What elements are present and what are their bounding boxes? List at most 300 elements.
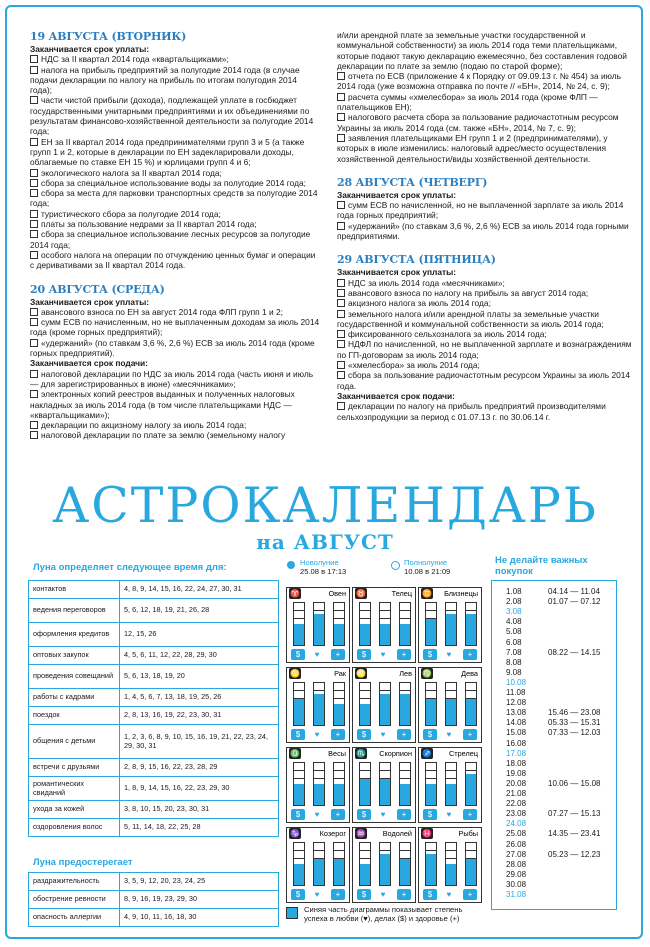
zodiac-header	[287, 668, 349, 680]
row-days: 4, 5, 6, 11, 12, 22, 28, 29, 30	[120, 647, 279, 665]
item-text: и/или арендной плате за земельные участки государственной и коммунальной собственности) за июль 2014 года теми плательщиками, которые подают такую декларацию ежемесячно, без составления годовой декларации по плате за землю (подаю по старой форме);	[337, 30, 627, 71]
checkbox-icon	[30, 220, 38, 228]
health-icon: +	[331, 649, 345, 660]
row-label: оздоровления волос	[29, 819, 120, 837]
zodiac-name: Телец	[391, 589, 412, 598]
subheading: Заканчивается срок уплаты:	[30, 296, 150, 307]
zodiac-sign-icon: ♒	[356, 829, 366, 838]
checkbox-icon	[337, 330, 345, 338]
item-text: сумм ЕСВ по начисленным, но не выплаченным доходам за июль 2014 года (кроме горных предприятий);	[30, 317, 320, 338]
success-bar	[333, 682, 345, 726]
purchase-date: 26.08	[506, 839, 527, 849]
checkbox-icon	[337, 289, 345, 297]
zodiac-icons	[357, 649, 413, 661]
zodiac-icons	[423, 889, 479, 901]
item-text: авансового взноса по налогу на прибыль за август 2014 года;	[348, 287, 589, 298]
list-item	[30, 95, 320, 136]
subheading: Заканчивается срок уплаты:	[337, 189, 457, 200]
zodiac-bars	[291, 682, 347, 726]
purchase-date: 8.08	[506, 657, 522, 667]
money-icon: $	[423, 889, 437, 900]
list-item	[337, 329, 632, 339]
row-days: 4, 9, 10, 11, 16, 18, 30	[120, 909, 279, 927]
purchase-date: 5.08	[506, 627, 522, 637]
table-row	[29, 759, 279, 777]
success-bar	[293, 682, 305, 726]
zodiac-name: Рак	[334, 669, 346, 678]
list-item	[30, 168, 320, 178]
purchase-date: 22.08	[506, 799, 527, 809]
checkbox-icon	[337, 113, 345, 121]
success-bar-fill	[380, 624, 390, 645]
success-bar-fill	[466, 614, 476, 646]
success-bar-fill	[380, 779, 390, 805]
row-days: 4, 8, 9, 14, 15, 16, 22, 24, 27, 30, 31	[120, 581, 279, 599]
purchase-time-range: 15.46 — 23.08	[548, 708, 601, 718]
zodiac-icons	[291, 889, 347, 901]
love-icon: ♥	[380, 650, 386, 659]
subheading: Заканчивается срок подачи:	[337, 390, 455, 401]
item-text: авансового взноса по ЕН за август 2014 года ФЛП групп 1 и 2;	[41, 306, 283, 317]
list-item	[337, 112, 632, 133]
item-text: земельного налога и/или арендной платы за земельные участки государственной и коммунальной собственности за июль 2014 года;	[337, 308, 604, 329]
zodiac-name: Близнецы	[444, 589, 478, 598]
zodiac-sign-icon: ♏	[356, 749, 366, 758]
love-icon: ♥	[380, 890, 386, 899]
list-item	[337, 133, 632, 164]
list-item	[30, 188, 320, 209]
zodiac-name: Дева	[461, 669, 478, 678]
success-bar-fill	[446, 699, 456, 725]
purchase-time-range: 04.14 — 11.04	[548, 587, 600, 596]
purchase-date: 12.08	[506, 698, 527, 708]
success-bar-fill	[380, 694, 390, 726]
checkbox-icon	[30, 318, 38, 326]
zodiac-header	[353, 748, 415, 760]
success-bar-fill	[380, 854, 390, 886]
love-icon: ♥	[380, 810, 386, 819]
continued-items	[337, 30, 632, 164]
success-bar-fill	[400, 784, 410, 805]
full-moon-label: Полнолуние	[404, 558, 448, 567]
success-bar-fill	[294, 624, 304, 645]
astrocalendar-title: АСТРОКАЛЕНДАРЬ	[52, 477, 598, 534]
table-row	[29, 819, 279, 837]
success-bar	[359, 602, 371, 646]
item-text: «удержаний» (по ставкам 3,6 %, 2,6 %) ЕСВ за июль 2014 года горными предприятиями.	[337, 220, 629, 242]
list-item	[30, 209, 320, 219]
list-item	[30, 137, 320, 168]
item-text: туристического сбора за полугодие 2014 года;	[41, 208, 221, 219]
zodiac-bars	[291, 762, 347, 806]
zodiac-header	[353, 828, 415, 840]
zodiac-cell	[418, 587, 482, 663]
row-days: 2, 8, 9, 15, 16, 22, 23, 28, 29	[120, 759, 279, 777]
zodiac-header	[353, 668, 415, 680]
table-row	[29, 873, 279, 891]
love-icon: ♥	[314, 890, 320, 899]
checkbox-icon	[337, 93, 345, 101]
day-heading: 19 АВГУСТА (ВТОРНИК)	[30, 30, 187, 43]
list-item	[337, 298, 632, 308]
success-bar-fill	[446, 614, 456, 646]
money-icon: $	[291, 649, 305, 660]
checkbox-icon	[337, 134, 345, 142]
money-icon: $	[357, 809, 371, 820]
success-bar	[399, 682, 411, 726]
money-icon: $	[291, 809, 305, 820]
zodiac-icons	[291, 729, 347, 741]
row-days: 12, 15, 26	[120, 623, 279, 647]
purchase-time-range: 05.23 — 12.23	[548, 849, 601, 859]
checkbox-icon	[30, 179, 38, 187]
zodiac-cell	[352, 827, 416, 903]
zodiac-sign-icon: ♓	[422, 829, 432, 838]
success-bar	[399, 842, 411, 886]
zodiac-header	[287, 588, 349, 600]
item-text: НДС за II квартал 2014 года «квартальщиками»;	[41, 54, 229, 65]
success-bar	[425, 682, 437, 726]
success-bar	[333, 602, 345, 646]
purchase-date: 29.08	[506, 869, 527, 879]
table-row	[29, 909, 279, 927]
row-label: романтических свиданий	[29, 777, 120, 801]
zodiac-cell	[352, 667, 416, 743]
success-bar	[465, 602, 477, 646]
success-bar	[293, 762, 305, 806]
checkbox-icon	[337, 222, 345, 230]
purchase-date: 2.08	[506, 597, 522, 607]
table-row	[29, 707, 279, 725]
row-label: проведения совещаний	[29, 665, 120, 689]
no-purchases-title: Не делайте важных покупок	[495, 555, 588, 577]
row-label: контактов	[29, 581, 120, 599]
success-bar	[293, 842, 305, 886]
row-label: обострение ревности	[29, 891, 120, 909]
checkbox-icon	[30, 370, 38, 378]
zodiac-bars	[357, 682, 413, 726]
zodiac-bars	[291, 842, 347, 886]
list-item	[337, 288, 632, 298]
zodiac-cell	[352, 587, 416, 663]
money-icon: $	[357, 889, 371, 900]
purchase-time-range: 05.33 — 15.31	[548, 718, 601, 728]
item-text: фиксированного сельхозналога за июль 2014 года;	[348, 329, 547, 340]
subheading: Заканчивается срок уплаты:	[337, 267, 457, 278]
money-icon: $	[291, 889, 305, 900]
love-icon: ♥	[446, 890, 452, 899]
row-label: оптовых закупок	[29, 647, 120, 665]
success-bar-fill	[360, 704, 370, 725]
success-bar	[445, 842, 457, 886]
zodiac-cell	[286, 747, 350, 823]
checkbox-icon	[30, 339, 38, 347]
item-text: сбора за пользование радиочастотным ресурсом Украины за июль 2014 года.	[337, 370, 631, 391]
success-bar	[293, 602, 305, 646]
table-row	[29, 725, 279, 759]
list-item	[337, 221, 632, 242]
new-moon-icon	[287, 561, 295, 569]
success-bar-fill	[334, 859, 344, 885]
item-text: расчета суммы «хмелесбора» за июль 2014 года (кроме ФЛП — плательщиков ЕН);	[337, 91, 598, 113]
moon-warns-table	[28, 872, 279, 927]
zodiac-icons	[423, 729, 479, 741]
purchase-date: 25.08	[506, 829, 527, 839]
health-icon: +	[463, 809, 477, 820]
table-row	[29, 665, 279, 689]
purchase-date: 30.08	[506, 879, 527, 889]
item-text: экологического налога за II квартал 2014 года;	[41, 167, 222, 178]
item-text: отчета по ЕСВ (приложение 4 к Порядку от 09.09.13 г. № 454) за июль 2014 года (уже возможна отправка по почте // «БН», 2014, № 24, с. 9);	[337, 71, 622, 92]
zodiac-cell	[418, 747, 482, 823]
success-bar-fill	[466, 859, 476, 885]
item-text: налогового расчета сбора за пользование радиочастотным ресурсом Украины за июль 2014 года (см. также «БН», 2014, № 7, с. 9);	[337, 112, 619, 133]
success-bar-fill	[400, 624, 410, 645]
purchase-date: 13.08	[506, 708, 527, 718]
day-heading: 28 АВГУСТА (ЧЕТВЕРГ)	[337, 175, 488, 189]
list-item	[337, 360, 632, 370]
checkbox-icon	[337, 340, 345, 348]
success-bar	[425, 842, 437, 886]
item-text: особого налога на операции по отчуждению ценных бумаг и операции с деривативами за II квартал 2014 года.	[30, 249, 316, 271]
success-bar-fill	[334, 784, 344, 805]
success-bar-fill	[446, 784, 456, 805]
zodiac-bars	[423, 682, 479, 726]
zodiac-header	[287, 828, 349, 840]
zodiac-bars	[423, 762, 479, 806]
item-text: налоговой декларации по плате за землю (земельному налогу	[41, 430, 286, 441]
purchase-date: 9.08	[506, 667, 522, 677]
success-bar-fill	[400, 859, 410, 885]
success-bar	[425, 762, 437, 806]
item-text: НДФЛ по начисленной, но не выплаченной зарплате и вознаграждениям по ГП-договорам за июль 2014 года;	[337, 339, 632, 360]
zodiac-sign-icon: ♈	[290, 589, 300, 598]
love-icon: ♥	[314, 730, 320, 739]
zodiac-name: Овен	[328, 589, 346, 598]
love-icon: ♥	[314, 650, 320, 659]
purchase-date: 31.08	[506, 890, 527, 899]
purchase-time-range: 07.33 — 12.03	[548, 728, 601, 738]
list-item	[337, 30, 632, 71]
legend-swatch	[286, 907, 298, 919]
item-text: заявления плательщиками ЕН групп 1 и 2 (предпринимателями), у которых в июле изменились: налоговый адрес/место осуществления хозяйственной деятельности/виды хозяйственной деятельности.	[337, 132, 608, 164]
love-icon: ♥	[314, 810, 320, 819]
zodiac-sign-icon: ♌	[356, 669, 366, 678]
love-icon: ♥	[446, 730, 452, 739]
purchase-date: 11.08	[506, 688, 526, 697]
legend-text: Синяя часть диаграммы показывает степень успеха в любви (♥), делах ($) и здоровье (+)	[304, 905, 463, 924]
new-moon	[300, 558, 346, 576]
zodiac-bars	[357, 602, 413, 646]
success-bar-fill	[314, 784, 324, 805]
list-item	[337, 370, 632, 391]
item-text: электронных копий реестров выданных и полученных налоговых накладных за июль 2014 года (в том числе плательщиками НДС — «квартальщиками»);	[30, 389, 295, 420]
zodiac-header	[419, 588, 481, 600]
list-item	[30, 219, 320, 229]
checkbox-icon	[30, 210, 38, 218]
checkbox-icon	[337, 279, 345, 287]
success-bar-fill	[294, 864, 304, 885]
list-item	[337, 71, 632, 92]
checkbox-icon	[337, 299, 345, 307]
zodiac-icons	[357, 809, 413, 821]
health-icon: +	[397, 729, 411, 740]
purchase-date: 19.08	[506, 768, 527, 778]
success-bar-fill	[446, 864, 456, 885]
purchase-date: 21.08	[506, 789, 527, 798]
success-bar-fill	[426, 854, 436, 886]
love-icon: ♥	[446, 650, 452, 659]
success-bar-fill	[426, 699, 436, 725]
checkbox-icon	[30, 66, 38, 74]
success-bar	[445, 682, 457, 726]
zodiac-cell	[286, 667, 350, 743]
new-moon-label: Новолуние	[300, 558, 339, 567]
success-bar-fill	[314, 614, 324, 646]
table-row	[29, 581, 279, 599]
row-label: поездок	[29, 707, 120, 725]
health-icon: +	[463, 889, 477, 900]
zodiac-cell	[286, 827, 350, 903]
zodiac-name: Рыбы	[458, 829, 478, 838]
day-heading: 29 АВГУСТА (ПЯТНИЦА)	[337, 253, 496, 267]
purchase-date: 23.08	[506, 809, 527, 819]
moon-warns-title: Луна предостерегает	[33, 857, 133, 868]
list-item	[30, 307, 320, 317]
tax-calendar-right-column	[337, 30, 632, 422]
table-row	[29, 801, 279, 819]
success-bar	[333, 762, 345, 806]
zodiac-header	[419, 748, 481, 760]
purchase-date: 4.08	[506, 617, 522, 627]
health-icon: +	[331, 889, 345, 900]
zodiac-name: Стрелец	[449, 749, 478, 758]
moon-defines-title: Луна определяет следующее время для:	[33, 562, 227, 573]
full-moon-icon	[391, 561, 400, 570]
purchase-date: 16.08	[506, 738, 527, 748]
purchase-date: 24.08	[506, 819, 527, 829]
row-days: 1, 2, 3, 6, 8, 9, 10, 15, 16, 19, 21, 22, 23, 24, 29, 30, 31	[120, 725, 279, 759]
row-days: 2, 8, 13, 16, 19, 22, 23, 30, 31	[120, 707, 279, 725]
row-days: 1, 4, 5, 6, 7, 13, 18, 19, 25, 26	[120, 689, 279, 707]
money-icon: $	[423, 729, 437, 740]
row-label: встречи с друзьями	[29, 759, 120, 777]
success-bar	[359, 682, 371, 726]
zodiac-name: Весы	[328, 749, 346, 758]
checkbox-icon	[337, 361, 345, 369]
astrocalendar-subtitle: на АВГУСТ	[256, 530, 394, 554]
list-item	[30, 389, 320, 420]
success-bar	[313, 842, 325, 886]
moon-defines-table	[28, 580, 279, 837]
item-text: декларации по акцизному налогу за июль 2014 года;	[41, 420, 247, 431]
zodiac-bars	[423, 842, 479, 886]
zodiac-sign-icon: ♋	[290, 669, 300, 678]
table-row	[29, 623, 279, 647]
zodiac-legend	[286, 905, 486, 924]
success-bar	[333, 842, 345, 886]
checkbox-icon	[30, 55, 38, 63]
day-heading: 20 АВГУСТА (СРЕДА)	[30, 282, 165, 296]
purchase-date: 1.08	[506, 587, 522, 596]
success-bar	[313, 762, 325, 806]
item-text: сбора за места для парковки транспортных средств за полугодие 2014 года;	[30, 188, 318, 209]
success-bar	[445, 762, 457, 806]
full-moon-date: 10.08 в 21:09	[404, 567, 451, 576]
success-bar-fill	[400, 694, 410, 726]
zodiac-sign-icon: ♐	[422, 749, 432, 758]
checkbox-icon	[337, 402, 345, 410]
list-item	[30, 229, 320, 250]
table-row	[29, 599, 279, 623]
purchase-date: 6.08	[506, 637, 522, 647]
purchase-date: 3.08	[506, 607, 522, 617]
zodiac-grid	[286, 587, 482, 907]
success-bar	[379, 602, 391, 646]
zodiac-sign-icon: ♊	[422, 589, 432, 598]
row-days: 5, 6, 13, 18, 19, 20	[120, 665, 279, 689]
zodiac-sign-icon: ♍	[422, 669, 432, 678]
item-text: акцизного налога за июль 2014 года;	[348, 298, 491, 309]
zodiac-icons	[423, 649, 479, 661]
zodiac-bars	[291, 602, 347, 646]
item-text: «удержаний» (по ставкам 3,6 %, 2,6 %) ЕСВ за июль 2014 года (кроме горных предприятий).	[30, 337, 315, 359]
no-purchases-box	[491, 580, 617, 910]
health-icon: +	[463, 649, 477, 660]
list-item	[337, 309, 632, 330]
row-label: ведения переговоров	[29, 599, 120, 623]
item-text: ЕН за II квартал 2014 года предпринимателями групп 3 и 5 (а также групп 1 и 2, которые в декларации по ЕН задекларировали доходы, облагаемые по ставке ЕН 15 %) и юрлицами групп 4 и 6;	[30, 136, 305, 168]
money-icon: $	[423, 809, 437, 820]
tax-calendar-left-column	[30, 30, 320, 441]
zodiac-icons	[291, 649, 347, 661]
row-label: ухода за кожей	[29, 801, 120, 819]
tax-calendar	[30, 30, 630, 465]
row-days: 3, 8, 10, 15, 20, 23, 30, 31	[120, 801, 279, 819]
purchase-time-range: 10.06 — 15.08	[548, 778, 601, 788]
purchase-date: 7.08	[506, 647, 522, 657]
zodiac-sign-icon: ♑	[290, 829, 300, 838]
row-days: 5, 11, 14, 18, 22, 25, 28	[120, 819, 279, 837]
zodiac-name: Козерог	[319, 829, 346, 838]
list-item	[30, 338, 320, 359]
success-bar-fill	[294, 784, 304, 805]
zodiac-icons	[357, 889, 413, 901]
list-item	[337, 401, 632, 422]
money-icon: $	[357, 729, 371, 740]
money-icon: $	[423, 649, 437, 660]
right-days	[337, 176, 632, 422]
purchase-time-range: 14.35 — 23.41	[548, 829, 601, 839]
row-label: раздражительность	[29, 873, 120, 891]
item-text: платы за пользование недрами за II квартал 2014 года;	[41, 219, 257, 230]
zodiac-header	[419, 668, 481, 680]
success-bar-fill	[314, 694, 324, 726]
success-bar-fill	[360, 864, 370, 885]
zodiac-cell	[352, 747, 416, 823]
zodiac-cell	[286, 587, 350, 663]
list-item	[337, 339, 632, 360]
list-item	[30, 420, 320, 430]
health-icon: +	[397, 649, 411, 660]
item-text: НДС за июль 2014 года «месячниками»;	[348, 277, 505, 288]
list-item	[30, 65, 320, 96]
love-icon: ♥	[380, 730, 386, 739]
success-bar-fill	[426, 619, 436, 645]
checkbox-icon	[30, 390, 38, 398]
full-moon	[404, 558, 450, 576]
subheading: Заканчивается срок подачи:	[30, 358, 148, 369]
